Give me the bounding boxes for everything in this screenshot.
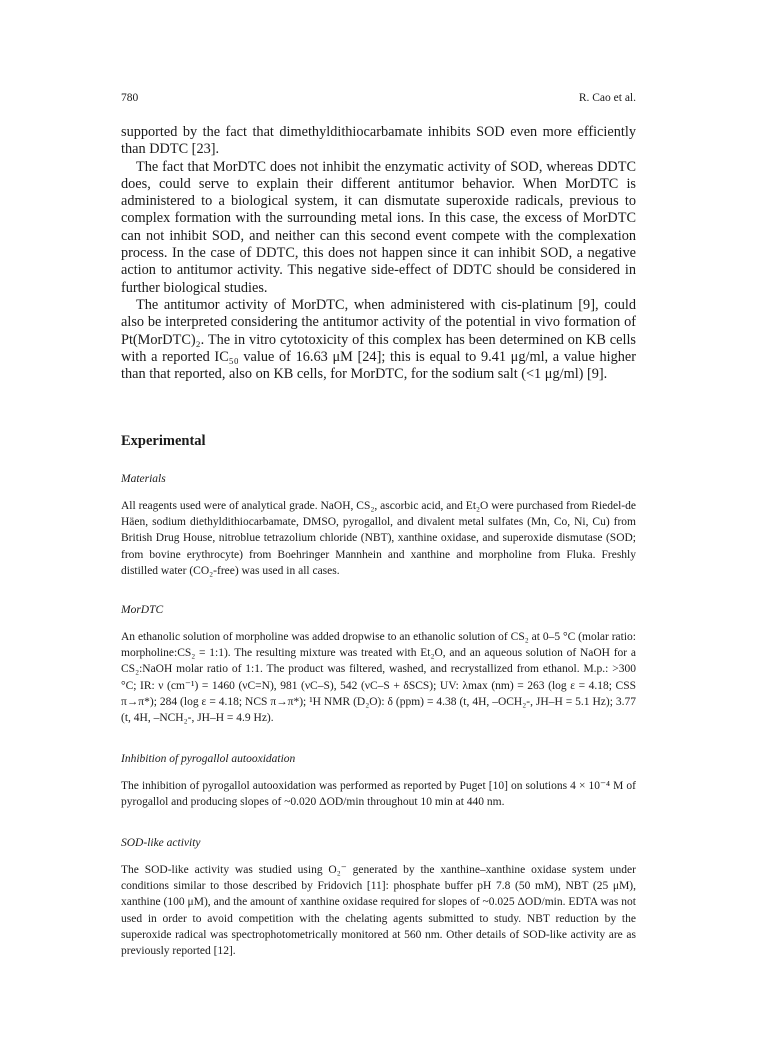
subsection-mordtc bbox=[121, 603, 636, 726]
paragraph-2: The fact that MorDTC does not inhibit the enzymatic activity of SOD, whereas DDTC does, could serve to explain their different antitumor behavior. When MorDTC is administered to a biological system, it can dismutate superoxide radicals, previous to complex formation with the surrounding metal ions. In this case, the excess of MorDTC can not inhibit SOD, and neither can this second event compete with the complexation process. In the case of DDTC, this does not happen since it can inhibit SOD, a negative action to antitumor activity. This negative side-effect of DDTC should be considered in further biological studies. bbox=[121, 158, 636, 296]
paragraph-3: The antitumor activity of MorDTC, when administered with cis-platinum [9], could also be interpreted considering the antitumor activity of the potential in vivo formation of Pt(MorDTC)₂. The in vitro cytotoxicity of this complex has been determined on KB cells with a reported IC₅₀ value of 16.63 μM [24]; this is equal to 9.41 μg/ml, a value higher than that reported, also on KB cells, for MorDTC, for the sodium salt (<1 μg/ml) [9]. bbox=[121, 296, 636, 383]
mordtc-text: An ethanolic solution of morpholine was added dropwise to an ethanolic solution of CS₂ at 0–5 °C (molar ratio: morpholine:CS₂ = 1:1). The resulting mixture was treated with Et₂O, and an aqueous solution of NaOH for a CS₂:NaOH molar ratio of 1:1. The product was filtered, washed, and recrystallized from ethanol. M.p.: >300 °C; IR: ν (cm⁻¹) = 1460 (νC=N), 981 (νC–S), 542 (νC–S + δSCS); UV: λmax (nm) = 263 (log ε = 4.18; CSS π→π*); 284 (log ε = 4.18; NCS π→π*); ¹H NMR (D₂O): δ (ppm) = 4.38 (t, 4H, –OCH₂-, JH–H = 5.1 Hz); 3.77 (t, 4H, –NCH₂-, JH–H = 4.9 Hz). bbox=[121, 631, 636, 725]
subsection-heading-pyrogallol: Inhibition of pyrogallol autooxidation bbox=[121, 753, 296, 765]
subsection-materials bbox=[121, 472, 636, 579]
subsection-heading-materials: Materials bbox=[121, 473, 166, 485]
running-authors: R. Cao et al. bbox=[578, 92, 636, 104]
subsection-sod-like bbox=[121, 836, 636, 959]
discussion-text bbox=[121, 124, 636, 383]
running-header bbox=[121, 91, 636, 105]
sod-like-text: The SOD-like activity was studied using O₂⁻ generated by the xanthine–xanthine oxidase system under conditions similar to those described by Fridovich [11]: phosphate buffer pH 7.8 (50 mM), NBT (25 μM), xanthine (100 μM), and the amount of xanthine oxidase required for slopes of ~0.025 ΔOD/min. EDTA was not used in order to avoid competition with the chelating agents submitted to study. NBT reduction by the superoxide radical was spectrophotometrically monitored at 560 nm. Other details of SOD-like activity are as previously reported [12]. bbox=[121, 864, 636, 958]
paragraph-1: supported by the fact that dimethyldithiocarbamate inhibits SOD even more efficiently than DDTC [23]. bbox=[121, 124, 636, 158]
section-heading-experimental: Experimental bbox=[121, 433, 206, 449]
subsection-heading-sod-like: SOD-like activity bbox=[121, 837, 201, 849]
materials-text: All reagents used were of analytical grade. NaOH, CS₂, ascorbic acid, and Et₂O were purchased from Riedel-de Häen, sodium diethyldithiocarbamate, DMSO, pyrogallol, and divalent metal sulfates (Mn, Co, Ni, Cu) from British Drug House, nitroblue tetrazolium chloride (NBT), xanthine oxidase, and superoxide dismutase (SOD; from bovine erythrocyte) from Boehringer Mannhein and xanthine and morpholine from Fluka. Freshly distilled water (CO₂-free) was used in all cases. bbox=[121, 500, 636, 577]
subsection-heading-mordtc: MorDTC bbox=[121, 604, 164, 616]
pyrogallol-text: The inhibition of pyrogallol autooxidation was performed as reported by Puget [10] on solutions 4 × 10⁻⁴ M of pyrogallol and producing slopes of ~0.020 ΔOD/min throughout 10 min at 440 nm. bbox=[121, 780, 636, 809]
page-number: 780 bbox=[121, 92, 139, 104]
subsection-pyrogallol bbox=[121, 752, 636, 810]
